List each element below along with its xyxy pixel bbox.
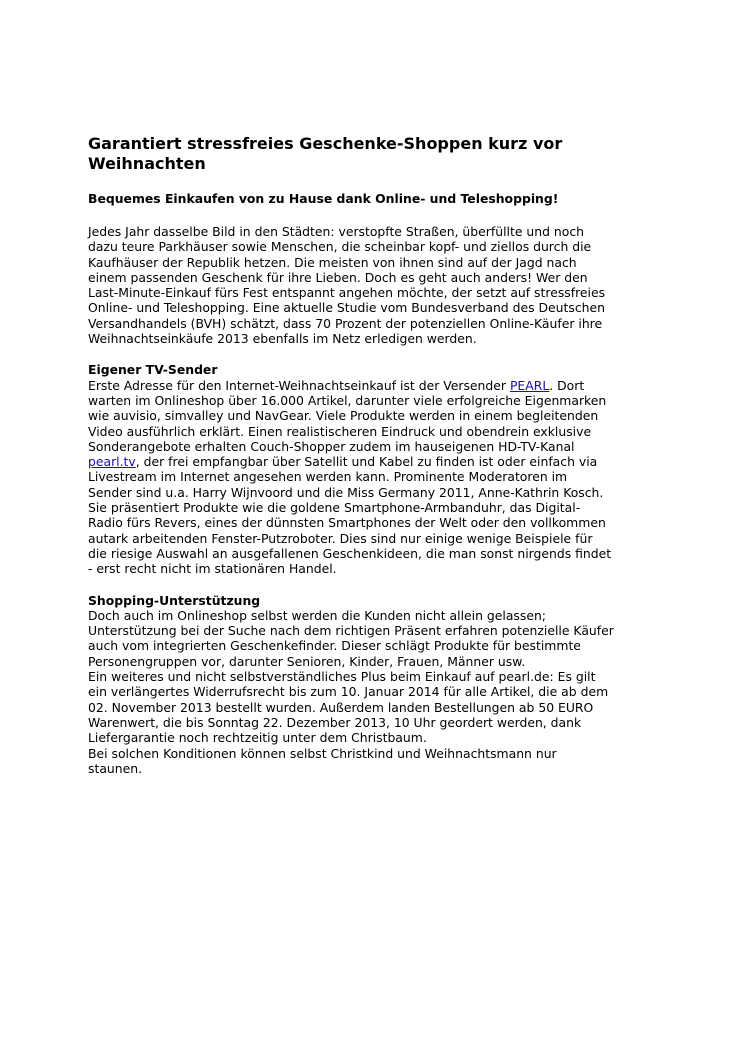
text-line: 02. November 2013 bestellt wurden. Außerdem landen Bestellungen ab 50 EURO	[88, 699, 594, 715]
text-line: - erst recht nicht im stationären Handel.	[88, 561, 337, 577]
text-span: Erste Adresse für den Internet-Weihnachtseinkauf ist der Versender	[88, 377, 510, 393]
text-line	[88, 454, 668, 469]
document-subtitle: Bequemes Einkaufen von zu Hause dank Online- und Teleshopping!	[88, 191, 559, 206]
text-line: ein verlängertes Widerrufsrecht bis zum 10. Januar 2014 für alle Artikel, die ab dem	[88, 684, 609, 700]
intro-paragraph	[88, 224, 668, 346]
text-line: wie auvisio, simvalley und NavGear. Viele Produkte werden in einem begleitenden	[88, 408, 599, 424]
text-line: Liefergarantie noch rechtzeitig unter dem Christbaum.	[88, 730, 427, 746]
text-line: Weihnachtseinkäufe 2013 ebenfalls im Netz erledigen werden.	[88, 331, 477, 347]
section-tv-sender	[88, 362, 668, 576]
text-line: Online- und Teleshopping. Eine aktuelle Studie vom Bundesverband des Deutschen	[88, 300, 605, 316]
document-title: Garantiert stressfreies Geschenke-Shoppen kurz vor Weihnachten	[88, 134, 563, 173]
text-line: Jedes Jahr dasselbe Bild in den Städten: verstopfte Straßen, überfüllte und noch	[88, 224, 584, 239]
text-line: Personengruppen vor, darunter Senioren, Kinder, Frauen, Männer usw.	[88, 653, 526, 669]
text-line: Last-Minute-Einkauf fürs Fest entspannt angehen möchte, der setzt auf stressfreies	[88, 285, 606, 301]
text-line: autark arbeitenden Fenster-Putzroboter. Dies sind nur einige wenige Beispiele für	[88, 530, 593, 546]
text-line: Sie präsentiert Produkte wie die goldene Smartphone-Armbanduhr, das Digital-	[88, 500, 581, 516]
text-line: Kaufhäuser der Republik hetzen. Die meisten von ihnen sind auf der Jagd nach	[88, 254, 577, 270]
text-line: Ein weiteres und nicht selbstverständliches Plus beim Einkauf auf pearl.de: Es gilt	[88, 669, 596, 685]
text-span: . Dort	[549, 377, 585, 393]
text-line: Sender sind u.a. Harry Wijnvoord und die Miss Germany 2011, Anne-Kathrin Kosch.	[88, 484, 604, 500]
text-line: Warenwert, die bis Sonntag 22. Dezember 2013, 10 Uhr geordert werden, dank	[88, 714, 582, 730]
document-page	[88, 134, 668, 792]
text-line: die riesige Auswahl an ausgefallenen Geschenkideen, die man sonst nirgends findet	[88, 545, 612, 561]
text-line: einem passenden Geschenk für ihre Lieben. Doch es geht auch anders! Wer den	[88, 269, 588, 285]
section-heading: Eigener TV-Sender	[88, 362, 218, 378]
text-line: Versandhandels (BVH) schätzt, dass 70 Prozent der potenziellen Online-Käufer ihre	[88, 315, 603, 331]
text-line: Video ausführlich erklärt. Einen realistischeren Eindruck und obendrein exklusive	[88, 423, 592, 439]
text-line: Radio fürs Revers, eines der dünnsten Smartphones der Welt oder den vollkommen	[88, 515, 606, 531]
section-shopping-support	[88, 593, 668, 777]
text-line: auch vom integrierten Geschenkefinder. Dieser schlägt Produkte für bestimmte	[88, 638, 581, 654]
text-line: Unterstützung bei der Suche nach dem richtigen Präsent erfahren potenzielle Käufer	[88, 623, 614, 639]
text-line: Sonderangebote erhalten Couch-Shopper zudem im hauseigenen HD-TV-Kanal	[88, 438, 575, 454]
text-line: warten im Onlineshop über 16.000 Artikel, darunter viele erfolgreiche Eigenmarken	[88, 392, 607, 408]
text-line: Livestream im Internet angesehen werden kann. Prominente Moderatoren im	[88, 469, 568, 485]
text-span: , der frei empfangbar über Satellit und Kabel zu finden ist oder einfach via	[135, 454, 598, 470]
pearl-tv-link[interactable]: pearl.tv	[88, 454, 136, 470]
text-line: dazu teure Parkhäuser sowie Menschen, die scheinbar kopf- und ziellos durch die	[88, 239, 592, 255]
section-heading: Shopping-Unterstützung	[88, 592, 261, 608]
text-line: Doch auch im Onlineshop selbst werden die Kunden nicht allein gelassen;	[88, 607, 546, 623]
text-line: Bei solchen Konditionen können selbst Christkind und Weihnachtsmann nur	[88, 745, 557, 761]
text-line: staunen.	[88, 760, 143, 776]
pearl-link[interactable]: PEARL	[509, 377, 550, 393]
text-line	[88, 378, 668, 393]
